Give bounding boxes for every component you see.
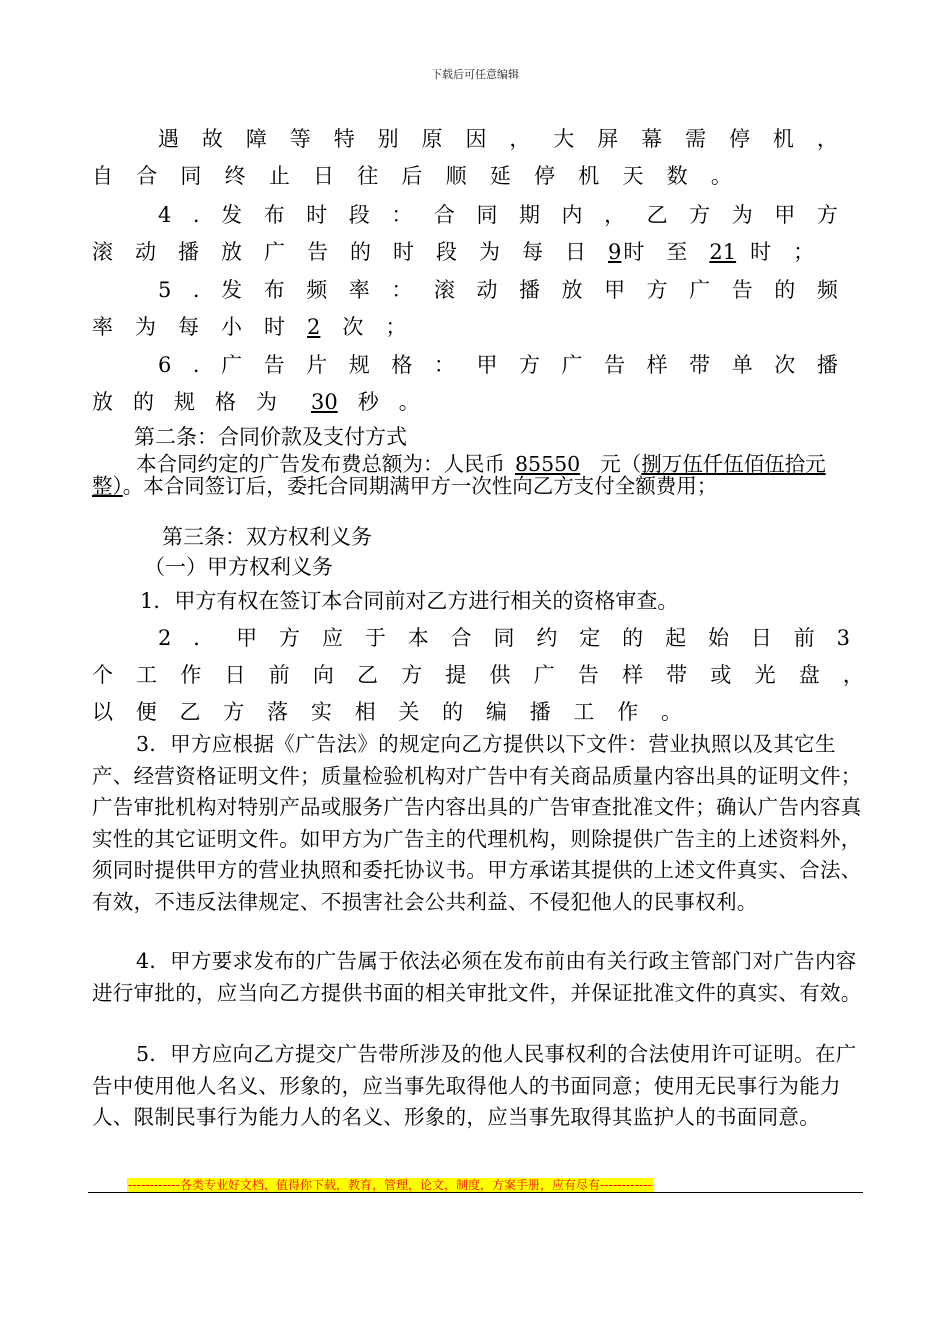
page-header-note: 下载后可任意编辑 — [431, 68, 519, 81]
line-4b-post: 秒。 — [357, 390, 440, 414]
spread-text: 4 . 发 布 时 段 ： 合 同 期 内 ， 乙 方 为 甲 方 — [158, 203, 838, 227]
spread-text: 个 工 作 日 前 向 乙 方 提 供 广 告 样 带 或 光 盘 ， — [92, 663, 864, 687]
item-4 — [92, 946, 862, 1009]
yuan-label: 元（ — [600, 452, 642, 476]
line-4b-pre: 放的规格为 — [92, 390, 297, 414]
item-1: 1．甲方有权在签订本合同前对乙方进行相关的资格审查。 — [140, 589, 679, 613]
spot-length: 30 — [311, 390, 338, 414]
item-3 — [92, 729, 862, 918]
item-2a — [158, 625, 858, 651]
line-4a — [158, 352, 848, 378]
line-1a — [158, 126, 848, 152]
item-5-text: 5．甲方应向乙方提交广告带所涉及的他人民事权利的合法使用许可证明。在广告中使用他人名义、形象的，应当事先取得他人的书面同意；使用无民事行为能力人、限制民事行为能力人的名义、形象的，应当事先取得其监护人的书面同意。 — [92, 1042, 857, 1129]
spread-text: 遇 故 障 等 特 别 原 因 ， 大 屏 幕 需 停 机 ， — [158, 127, 838, 151]
line-2b-pre: 滚动播放广告的时段为每日 — [92, 240, 608, 264]
spread-text: 5 . 发 布 频 率 ： 滚 动 播 放 甲 方 广 告 的 频 — [158, 278, 838, 302]
article-3-title: 第三条：双方权利义务 — [162, 525, 372, 549]
line-1b — [92, 163, 862, 189]
line-3b-pre: 率为每小时 — [92, 315, 307, 339]
frequency-value: 2 — [307, 315, 321, 339]
footer-rule — [88, 1192, 863, 1193]
payment-text: 本合同约定的广告发布费总额为：人民币 — [136, 452, 505, 476]
section-1-title: （一）甲方权利义务 — [144, 555, 333, 579]
article-2-paragraph — [92, 453, 864, 497]
spread-text: 以 便 乙 方 落 实 相 关 的 编 播 工 作 。 — [92, 700, 682, 724]
amount-in-words: 捌万伍仟伍佰伍拾元整） — [92, 452, 826, 498]
line-3b — [92, 314, 862, 340]
line-3a — [158, 277, 848, 303]
total-amount: 85550 — [515, 452, 581, 476]
line-4b — [92, 389, 862, 415]
line-2a — [158, 202, 848, 228]
line-2b-post: 时； — [750, 240, 837, 264]
end-hour: 21 — [709, 240, 737, 264]
spread-text: 2 ． 甲 方 应 于 本 合 同 约 定 的 起 始 日 前 3 — [158, 626, 850, 650]
payment-terms: 。本合同签订后，委托合同期满甲方一次性向乙方支付全额费用； — [122, 474, 718, 498]
article-2-title: 第二条：合同价款及支付方式 — [134, 425, 407, 449]
line-2b — [92, 239, 862, 265]
spread-text: 自 合 同 终 止 日 往 后 顺 延 停 机 天 数 。 — [92, 164, 732, 188]
spread-text: 6 . 广 告 片 规 格 ： 甲 方 广 告 样 带 单 次 播 — [158, 353, 838, 377]
item-2b — [92, 662, 862, 688]
item-5 — [92, 1039, 862, 1134]
item-3-text: 3．甲方应根据《广告法》的规定向乙方提供以下文件：营业执照以及其它生产、经营资格证明文件；质量检验机构对广告中有关商品质量内容出具的证明文件；广告审批机构对特别产品或服务广告内容出具的广告审查批准文件；确认广告内容真实性的其它证明文件。如甲方为广告主的代理机构，则除提供广告主的上述资料外，须同时提供甲方的营业执照和委托协议书。甲方承诺其提供的上述文件真实、合法、有效，不违反法律规定、不损害社会公共利益、不侵犯他人的民事权利。 — [92, 732, 862, 914]
start-hour: 9 — [608, 240, 622, 264]
item-4-text: 4．甲方要求发布的广告属于依法必须在发布前由有关行政主管部门对广告内容进行审批的，应当向乙方提供书面的相关审批文件，并保证批准文件的真实、有效。 — [92, 949, 862, 1005]
item-2c — [92, 699, 862, 725]
line-3b-post: 次； — [342, 315, 429, 339]
footer-banner: ------------各类专业好文档，值得你下载，教育，管理，论文，制度，方案手册，应有尽有------------ — [128, 1178, 652, 1192]
line-2b-mid: 时至 — [623, 240, 710, 264]
